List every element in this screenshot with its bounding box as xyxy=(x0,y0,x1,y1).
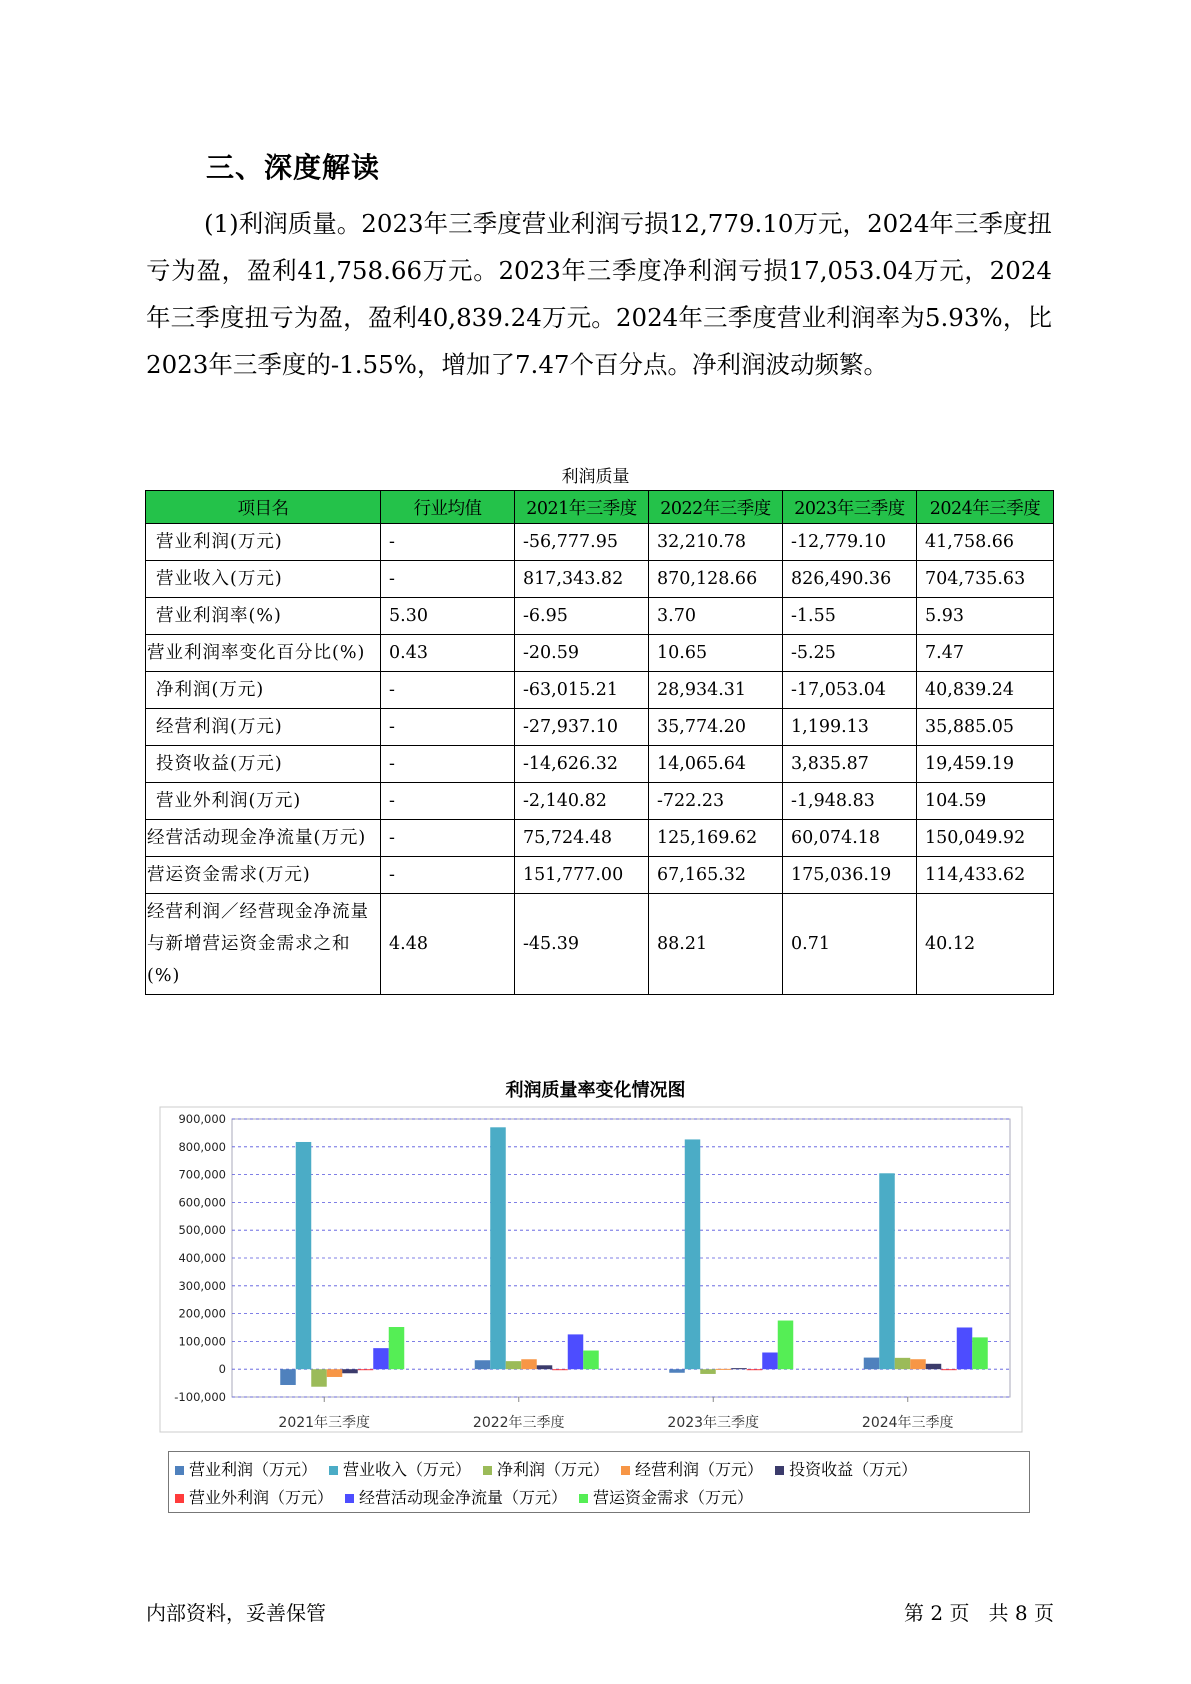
table-cell: 175,036.19 xyxy=(783,857,917,894)
table-cell: 125,169.62 xyxy=(649,820,783,857)
section-title: 三、深度解读 xyxy=(206,151,381,184)
y-tick-label: 700,000 xyxy=(178,1167,226,1182)
bar xyxy=(716,1369,732,1370)
legend-item xyxy=(329,1456,471,1484)
header-cell: 2024年三季度 xyxy=(917,491,1054,524)
table-cell: 1,199.13 xyxy=(783,709,917,746)
table-cell: 4.48 xyxy=(381,894,515,995)
table-cell: 35,774.20 xyxy=(649,709,783,746)
legend-item xyxy=(175,1484,333,1512)
table-cell: 75,724.48 xyxy=(515,820,649,857)
table-cell: -2,140.82 xyxy=(515,783,649,820)
table-cell: 114,433.62 xyxy=(917,857,1054,894)
table-cell: - xyxy=(381,820,515,857)
legend-label: 经营活动现金净流量（万元） xyxy=(359,1488,568,1507)
bar xyxy=(895,1358,911,1369)
legend-label: 净利润（万元） xyxy=(497,1460,610,1479)
bar xyxy=(910,1359,926,1369)
legend-swatch xyxy=(621,1466,630,1475)
table-cell: - xyxy=(381,672,515,709)
legend-label: 营运资金需求（万元） xyxy=(593,1488,754,1507)
table-cell: - xyxy=(381,524,515,561)
table-cell: 104.59 xyxy=(917,783,1054,820)
table-cell: -17,053.04 xyxy=(783,672,917,709)
header-cell: 项目名 xyxy=(146,491,381,524)
legend-swatch xyxy=(483,1466,492,1475)
legend-item xyxy=(579,1484,753,1512)
bar xyxy=(552,1369,568,1370)
bar xyxy=(490,1127,506,1369)
x-tick-label: 2023年三季度 xyxy=(667,1415,760,1431)
legend-item xyxy=(175,1456,317,1484)
bar xyxy=(685,1139,701,1369)
table-cell: -6.95 xyxy=(515,598,649,635)
table-cell: 817,343.82 xyxy=(515,561,649,598)
bar xyxy=(957,1327,973,1369)
table-cell: -5.25 xyxy=(783,635,917,672)
legend-swatch xyxy=(579,1494,588,1503)
table-cell: 0.71 xyxy=(783,894,917,995)
table-cell: -27,937.10 xyxy=(515,709,649,746)
analysis-paragraph: (1)利润质量。2023年三季度营业利润亏损12,779.10万元，2024年三季度扭亏为盈，盈利41,758.66万元。2023年三季度净利润亏损17,053.04万元，2024年三季度扭亏为盈，盈利40,839.24万元。2024年三季度营业利润率为5.93%，比2023年三季度的-1.55%，增加了7.47个百分点。净利润波动频繁。 xyxy=(146,209,1052,379)
table-cell: -1.55 xyxy=(783,598,917,635)
x-tick-label: 2021年三季度 xyxy=(278,1415,371,1431)
bar xyxy=(568,1334,584,1369)
table-cell: 60,074.18 xyxy=(783,820,917,857)
row-label: 营运资金需求(万元) xyxy=(146,857,381,894)
table-cell: 5.93 xyxy=(917,598,1054,635)
legend-label: 营业收入（万元） xyxy=(343,1460,472,1479)
table-cell: - xyxy=(381,783,515,820)
bar xyxy=(358,1369,374,1370)
row-label: 投资收益(万元) xyxy=(146,746,381,783)
y-tick-label: 900,000 xyxy=(178,1112,226,1126)
table-cell: 3,835.87 xyxy=(783,746,917,783)
bar xyxy=(972,1337,988,1369)
legend-item xyxy=(775,1456,917,1484)
header-cell: 2021年三季度 xyxy=(515,491,649,524)
bar xyxy=(669,1369,685,1373)
y-tick-label: 100,000 xyxy=(178,1334,226,1349)
table-cell: 7.47 xyxy=(917,635,1054,672)
legend-item xyxy=(345,1484,567,1512)
table-cell: -12,779.10 xyxy=(783,524,917,561)
bar xyxy=(296,1142,312,1369)
table-cell: 19,459.19 xyxy=(917,746,1054,783)
legend-item xyxy=(621,1456,763,1484)
table-cell: 704,735.63 xyxy=(917,561,1054,598)
table-cell: 35,885.05 xyxy=(917,709,1054,746)
y-tick-label: 0 xyxy=(218,1362,226,1377)
legend-label: 营业外利润（万元） xyxy=(189,1488,334,1507)
table-cell: 826,490.36 xyxy=(783,561,917,598)
row-label: 营业利润(万元) xyxy=(146,524,381,561)
table-cell: 32,210.78 xyxy=(649,524,783,561)
footer-confidential: 内部资料，妥善保管 xyxy=(146,1601,326,1625)
table-cell: 88.21 xyxy=(649,894,783,995)
legend-item xyxy=(483,1456,609,1484)
table-cell: -56,777.95 xyxy=(515,524,649,561)
table-cell: 41,758.66 xyxy=(917,524,1054,561)
legend-label: 投资收益（万元） xyxy=(789,1460,918,1479)
row-label: 净利润(万元) xyxy=(146,672,381,709)
legend-swatch xyxy=(775,1466,784,1475)
bar xyxy=(747,1369,763,1370)
bar xyxy=(941,1369,957,1370)
bar xyxy=(373,1348,389,1369)
legend-swatch xyxy=(345,1494,354,1503)
legend-label: 营业利润（万元） xyxy=(189,1460,318,1479)
table-cell: -63,015.21 xyxy=(515,672,649,709)
y-tick-label: 300,000 xyxy=(178,1278,226,1293)
bar xyxy=(475,1360,491,1369)
bar xyxy=(583,1351,599,1370)
chart-title: 利润质量率变化情况图 xyxy=(505,1080,686,1101)
row-label: 营业外利润(万元) xyxy=(146,783,381,820)
bar xyxy=(311,1369,327,1387)
bar xyxy=(864,1358,880,1370)
header-cell: 2023年三季度 xyxy=(783,491,917,524)
table-cell: - xyxy=(381,857,515,894)
bar xyxy=(762,1352,778,1369)
table-cell: 28,934.31 xyxy=(649,672,783,709)
row-label: 经营利润／经营现金净流量与新增营运资金需求之和(%) xyxy=(146,894,381,995)
table-cell: - xyxy=(381,561,515,598)
x-tick-label: 2024年三季度 xyxy=(861,1415,954,1431)
table-cell: 10.65 xyxy=(649,635,783,672)
table-cell: 870,128.66 xyxy=(649,561,783,598)
table-cell: -1,948.83 xyxy=(783,783,917,820)
table-cell: 150,049.92 xyxy=(917,820,1054,857)
table-cell: -722.23 xyxy=(649,783,783,820)
row-label: 营业收入(万元) xyxy=(146,561,381,598)
bar xyxy=(389,1327,405,1369)
table-cell: 0.43 xyxy=(381,635,515,672)
bar xyxy=(926,1364,942,1369)
bar xyxy=(731,1368,747,1369)
table-cell: - xyxy=(381,709,515,746)
bar xyxy=(778,1321,794,1370)
row-label: 经营活动现金净流量(万元) xyxy=(146,820,381,857)
table-cell: 14,065.64 xyxy=(649,746,783,783)
bar xyxy=(537,1365,553,1369)
y-tick-label: 500,000 xyxy=(178,1223,226,1238)
legend-swatch xyxy=(175,1466,184,1475)
footer-page-number: 第 2 页 共 8 页 xyxy=(904,1601,1054,1625)
table-caption: 利润质量 xyxy=(561,467,630,487)
y-tick-label: 800,000 xyxy=(178,1139,226,1154)
table-cell: 40,839.24 xyxy=(917,672,1054,709)
bar xyxy=(506,1361,522,1369)
x-tick-label: 2022年三季度 xyxy=(472,1415,565,1431)
header-cell: 行业均值 xyxy=(381,491,515,524)
table-cell: 151,777.00 xyxy=(515,857,649,894)
bar xyxy=(879,1173,895,1369)
table-cell: -45.39 xyxy=(515,894,649,995)
y-tick-label: 400,000 xyxy=(178,1251,226,1265)
header-cell: 2022年三季度 xyxy=(649,491,783,524)
chart-legend xyxy=(168,1451,1030,1513)
bar xyxy=(700,1369,716,1374)
legend-label: 经营利润（万元） xyxy=(635,1460,764,1479)
table-cell: 3.70 xyxy=(649,598,783,635)
bar xyxy=(521,1359,537,1369)
bar xyxy=(280,1369,296,1385)
bar xyxy=(327,1369,343,1377)
table-cell: 67,165.32 xyxy=(649,857,783,894)
y-tick-label: 200,000 xyxy=(178,1306,226,1321)
bar xyxy=(342,1369,358,1373)
row-label: 营业利润率(%) xyxy=(146,598,381,635)
table-cell: - xyxy=(381,746,515,783)
row-label: 经营利润(万元) xyxy=(146,709,381,746)
table-cell: -20.59 xyxy=(515,635,649,672)
y-tick-label: -100,000 xyxy=(174,1390,226,1404)
table-cell: 40.12 xyxy=(917,894,1054,995)
legend-swatch xyxy=(175,1494,184,1503)
legend-swatch xyxy=(329,1466,338,1475)
y-tick-label: 600,000 xyxy=(178,1195,226,1210)
row-label: 营业利润率变化百分比(%) xyxy=(146,635,381,672)
table-cell: -14,626.32 xyxy=(515,746,649,783)
table-cell: 5.30 xyxy=(381,598,515,635)
